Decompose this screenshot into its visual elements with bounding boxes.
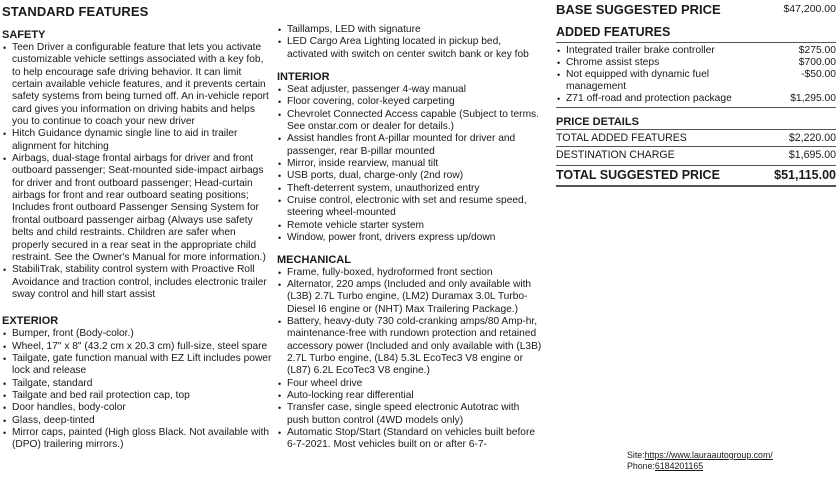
price-details-title: PRICE DETAILS [556,116,639,128]
safety-list [2,42,272,301]
destination-value: $1,695.00 [788,149,836,161]
feature-item: • Floor covering, color-keyed carpeting [277,96,542,108]
total-price-value: $51,115.00 [774,168,836,182]
page-title: STANDARD FEATURES [2,4,149,19]
feature-item: • Transfer case, single speed electronic Autotrac with push button control (4WD models only) [277,402,542,427]
feature-item: • Airbags, dual-stage frontal airbags for driver and front outboard passenger; Seat-mounted side-impact airbags for driver and front outboard passenger; Head-curtain airbags for front and rear outboard seating positions; Includes front outboard Passenger Sensing System for frontal outboard passenger airbag (Always use safety belts and child restraints. Children are safer when properly secured in a rear seat in the appropriate child restraint. See the Owner's Manual for more information.) [2,153,272,264]
feature-item: • Battery, heavy-duty 730 cold-cranking amps/80 Amp-hr, maintenance-free with rundown protection and retained accessory power (Included and only available with (L3B) 2.7L Turbo engine, (L84) 5.3L EcoTec3 V8 engine or (L87) 6.2L EcoTec3 V8 engine.) [277,316,542,378]
added-feature-price: $1,295.00 [790,93,836,104]
feature-item: • Hitch Guidance dynamic single line to aid in trailer alignment for hitching [2,128,272,153]
dealer-footer [627,450,773,472]
total-added-row [556,129,836,146]
feature-item: • Door handles, body-color [2,402,272,414]
features-column-2 [277,0,542,452]
phone-line [627,461,773,472]
feature-item: • Alternator, 220 amps (Included and only available with (L3B) 2.7L Turbo engine, (LM2) Duramax 3.0L Turbo-Diesel I6 engine or (NHT) Max Trailering Package.) [277,279,542,316]
site-label: Site: [627,450,645,460]
added-feature-price: -$50.00 [801,69,836,80]
feature-item: • Wheel, 17" x 8" (43.2 cm x 20.3 cm) full-size, steel spare [2,341,272,353]
feature-item: • Theft-deterrent system, unauthorized entry [277,183,542,195]
phone-label: Phone: [627,461,655,471]
section-title-mechanical: MECHANICAL [277,253,351,266]
section-title-safety: SAFETY [2,29,46,41]
feature-item: • Mirror, inside rearview, manual tilt [277,158,542,170]
added-feature-row [556,69,836,93]
base-price-row [556,2,836,18]
added-feature-label: • Not equipped with dynamic fuel management [556,69,736,93]
features-column-1 [2,0,272,452]
feature-item: • Mirror caps, painted (High gloss Black. Not available with (DPO) trailering mirrors.) [2,427,272,452]
feature-item: • Cruise control, electronic with set and resume speed, steering wheel-mounted [277,195,542,220]
section-title-interior: INTERIOR [277,71,330,84]
feature-item: • Automatic Stop/Start (Standard on vehicles built before 6-7-2021. Most vehicles built on or after 6-7- [277,427,542,452]
feature-item: • Seat adjuster, passenger 4-way manual [277,84,542,96]
feature-item: • Taillamps, LED with signature [277,24,542,36]
added-feature-row [556,45,836,57]
feature-item: • Window, power front, drivers express up/down [277,232,542,244]
feature-item: • Assist handles front A-pillar mounted for driver and passenger, rear B-pillar mounted [277,133,542,158]
feature-item: • USB ports, dual, charge-only (2nd row) [277,170,542,182]
feature-item: • Teen Driver a configurable feature that lets you activate customizable vehicle settings associated with a key fob, to help encourage safe driving behavior. It can limit certain available vehicle features, and it prevents certain safety systems from being turned off. An in-vehicle report card gives you information on driving habits and helps you to continue to coach your new driver [2,42,272,128]
base-price-label: BASE SUGGESTED PRICE [556,2,721,17]
added-feature-label: • Integrated trailer brake controller [556,45,715,57]
site-link[interactable]: https://www.lauraautogroup.com/ [644,450,773,460]
feature-item: • Frame, fully-boxed, hydroformed front section [277,267,542,279]
exterior-continued-list [277,24,542,61]
pricing-panel [556,0,836,187]
feature-item: • Glass, deep-tinted [2,415,272,427]
feature-item: • Tailgate, gate function manual with EZ Lift includes power lock and release [2,353,272,378]
feature-item: • Auto-locking rear differential [277,390,542,402]
added-feature-row [556,57,836,69]
site-line [627,450,773,461]
feature-item: • Four wheel drive [277,378,542,390]
total-price-row [556,165,836,187]
destination-label: DESTINATION CHARGE [556,149,675,161]
total-added-value: $2,220.00 [788,132,836,144]
phone-link[interactable]: 6184201165 [654,461,704,471]
added-features-list [556,42,836,108]
total-added-label: TOTAL ADDED FEATURES [556,132,687,144]
feature-item: • Remote vehicle starter system [277,220,542,232]
feature-item: • Tailgate, standard [2,378,272,390]
added-features-title: ADDED FEATURES [556,25,671,39]
mechanical-list [277,267,542,452]
added-feature-label: • Chrome assist steps [556,57,659,69]
added-feature-row [556,93,836,105]
destination-row [556,146,836,163]
added-feature-price: $700.00 [798,57,836,68]
interior-list [277,84,542,244]
feature-item: • Tailgate and bed rail protection cap, top [2,390,272,402]
total-price-label: TOTAL SUGGESTED PRICE [556,168,720,182]
feature-item: • Bumper, front (Body-color.) [2,328,272,340]
exterior-list [2,328,272,451]
added-feature-label: • Z71 off-road and protection package [556,93,732,105]
feature-item: • Chevrolet Connected Access capable (Subject to terms. See onstar.com or dealer for details.) [277,109,542,134]
feature-item: • StabiliTrak, stability control system with Proactive Roll Avoidance and traction control, includes electronic trailer sway control and hill start assist [2,264,272,301]
feature-item: • LED Cargo Area Lighting located in pickup bed, activated with switch on center switch bank or key fob [277,36,542,61]
added-feature-price: $275.00 [798,45,836,56]
base-price-value: $47,200.00 [783,3,836,15]
section-title-exterior: EXTERIOR [2,315,59,328]
